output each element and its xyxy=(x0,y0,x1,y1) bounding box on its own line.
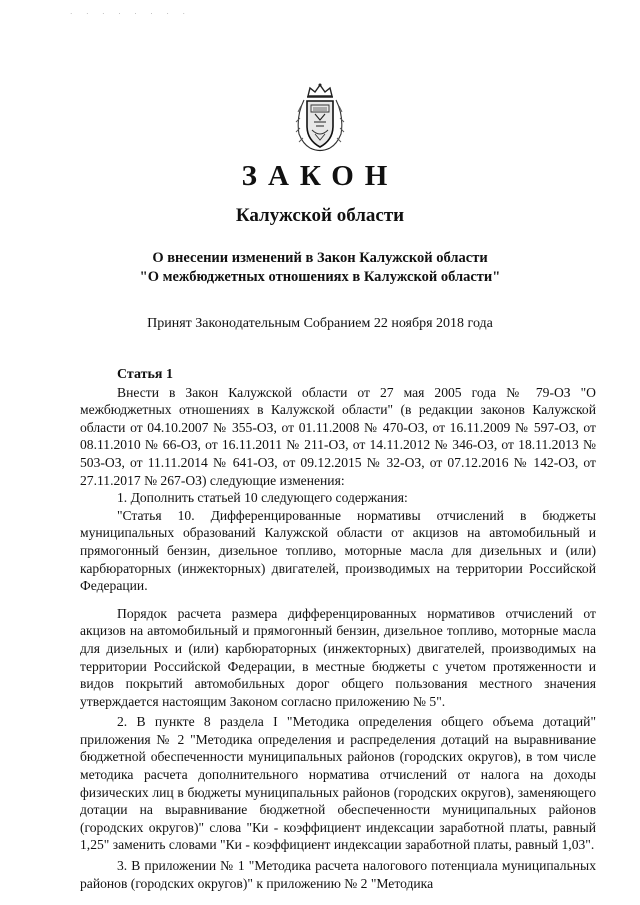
scan-noise: · · · · · · · · xyxy=(70,10,191,18)
kaluga-coat-of-arms-icon xyxy=(290,82,350,154)
adoption-note: Принят Законодательным Собранием 22 ноября 2018 года xyxy=(147,316,493,331)
document-subtitle: Калужской области xyxy=(235,205,405,226)
article-body xyxy=(80,366,596,892)
law-name-line-1: О внесении изменений в Закон Калужской области xyxy=(152,250,488,266)
article-paragraph-4: Порядок расчета размера дифференцированных нормативов отчислений от акцизов на автомобильный и прямогонный бензин, дизельное топливо, моторные масла для дизельных и (или) карбюраторных (инжекторных) двигателей, производимых на территории Российской Федерации, в местные бюджеты с учетом протяженности и видов покрытий автомобильных дорог общего пользования местного значения утверждается настоящим Законом согласно приложению № 5". xyxy=(80,605,596,709)
article-paragraph-5: 2. В пункте 8 раздела I "Методика определения общего объема дотаций" приложения № 2 "Методика определения и распределения дотаций на выравнивание бюджетной обеспеченности муниципальных районов (городских округов), в том числе методика расчета дополнительного норматива отчислений от налога на доходы физических лиц в бюджеты муниципальных районов (городских округов), заменяющего дотации на выравнивание бюджетной обеспеченности муниципальных районов (городских округов)" слова "Ки - коэффициент индексации заработной платы, равный 1,25" заменить словами "Ки - коэффициент индексации заработной платы, равный 1,03". xyxy=(80,714,596,853)
article-paragraph-6: 3. В приложении № 1 "Методика расчета налогового потенциала муниципальных районов (городских округов)" к приложению № 2 "Методика xyxy=(80,858,596,891)
article-heading: Статья 1 xyxy=(117,367,173,382)
law-name-line-2: "О межбюджетных отношениях в Калужской области" xyxy=(139,269,501,285)
law-name xyxy=(0,249,640,287)
article-paragraph-1: Внести в Закон Калужской области от 27 мая 2005 года № 79-ОЗ "О межбюджетных отношениях в Калужской области" (в редакции законов Калужской области от 04.10.2007 № 355-ОЗ, от 01.11.2008 № 470-ОЗ, от 16.11.2009 № 597-ОЗ, от 08.11.2010 № 66-ОЗ, от 16.11.2011 № 211-ОЗ, от 14.11.2012 № 346-ОЗ, от 18.11.2013 № 503-ОЗ, от 11.11.2014 № 641-ОЗ, от 09.12.2015 № 32-ОЗ, от 07.12.2016 № 142-ОЗ, от 27.11.2017 № 267-ОЗ) следующие изменения: xyxy=(80,384,596,488)
article-paragraph-3: "Статья 10. Дифференцированные нормативы отчислений в бюджеты муниципальных образований Калужской области от акцизов на автомобильный и прямогонный бензин, дизельное топливо, моторные масла для дизельных и (или) карбюраторных (инжекторных) двигателей, производимых на территории Российской Федерации. xyxy=(80,507,596,594)
article-paragraph-2: 1. Дополнить статьей 10 следующего содержания: xyxy=(117,490,408,506)
document-title: ЗАКОН xyxy=(241,160,399,192)
